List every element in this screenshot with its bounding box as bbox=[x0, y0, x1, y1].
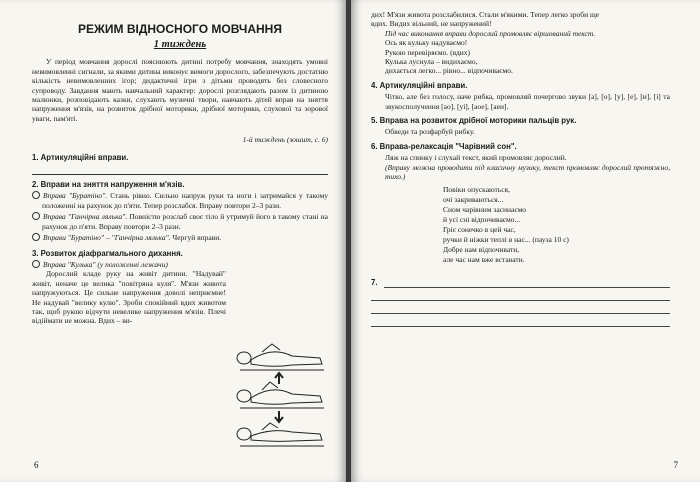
poem-line: очі закриваються... bbox=[443, 194, 504, 204]
poem-line: Добре нам відпочивати, bbox=[443, 244, 520, 254]
exercise-buratino: Вправа "Буратіно". Стань рівно. Сильно напруж руки та ноги і затримайся у такому положенні на рахунок до п'яти. Тепер розслабся. Вправу повтори 2–3 рази. bbox=[42, 191, 328, 210]
poem-line: ручки й ніжки теплі в нас... (пауза 10 с) bbox=[443, 234, 569, 244]
section-6-heading: 6. Вправа-релаксація "Чарівний сон". bbox=[371, 141, 517, 151]
poem-line: Гріє сонечко в цей час, bbox=[443, 224, 516, 234]
intro-paragraph: У період мовчання дорослі пояснюють дитині потребу мовчання, знаходять умовні невимовленні сигнали, за якими дитина виконує вимоги дорослого, забезпечують достатню кількість невимовленних ігор; дидактичні ігри з дітьми проводять без словесного супроводу. Завдання мають навчальний характер: дорослі розглядають разом із дитиною малюнки, розповідають казки, слухають музичні твори, навчають дітей вправ на зняття напруження м'язів, на розвиток дрібної моторики, дрібної моторики, слухової та зорової уваги, пам'яті. bbox=[32, 57, 328, 123]
page-title: РЕЖИМ ВІДНОСНОГО МОВЧАННЯ bbox=[78, 22, 282, 36]
right-page-content bbox=[371, 10, 670, 327]
verse-line: Рукою перевіряємо. (вдих) bbox=[385, 47, 471, 57]
answer-line bbox=[32, 164, 328, 175]
breathing-illustration bbox=[232, 338, 328, 450]
section-7-heading: 7. bbox=[371, 278, 378, 288]
week-heading: 1 тиждень bbox=[153, 39, 207, 50]
answer-line bbox=[371, 288, 670, 301]
section-6-note: (Вправу можна проводити під класичну музику, текст промовляє дорослий протяжно, тихо.) bbox=[385, 162, 670, 182]
relaxation-poem bbox=[443, 185, 670, 265]
circle-bullet-icon bbox=[32, 260, 40, 268]
verse-line: дихається легко... рівно... відпочиваємо. bbox=[385, 66, 513, 76]
poem-line: Повіки опускаються, bbox=[443, 184, 510, 194]
answer-line bbox=[384, 275, 670, 288]
verse-line: Кулька луснула – видихаємо, bbox=[385, 57, 478, 67]
section-2-heading: 2. Вправи на зняття напруження м'язів. bbox=[32, 180, 185, 190]
section-7-first-row bbox=[371, 275, 670, 288]
section-4-text: Чітко, але без голосу, наче рибка, промовляй почергово звуки [а], [о], [у], [е], [и], [і] та звукосполучення [ао], [уі], [аое], [аеи]. bbox=[385, 92, 670, 111]
poem-line: й усі сні відпочиваємо... bbox=[443, 214, 521, 224]
exercise-alternate: Вправи "Буратіно" – "Ганчірна лялька". Чергуй вправи. bbox=[42, 233, 328, 242]
section-6-text: Ляж на спинку і слухай текст, який промовляє дорослий. bbox=[385, 153, 567, 163]
exercise-rag-doll: Вправа "Ганчірна лялька". Повністю розслаб своє тіло й утримуй його в такому стані на рахунок до п'яти. Вправу повтори 2–3 рази. bbox=[42, 212, 328, 231]
left-page-content bbox=[32, 20, 328, 326]
answer-line bbox=[371, 301, 670, 314]
section-7-block bbox=[371, 275, 670, 327]
exercise-balloon-text: Дорослий кладе руку на живіт дитини. "Надувай" живіт, неначе це велика "повітряна куля". М'язи живота напружуються. Це сильне напруження доволі неприємне! Не надувай "велику кулю". Зроби спокійний вдих животом так, щоб рукою відчути невелике напруження м'язів. Плечі відіймати не можна. Вдих – ви- bbox=[32, 269, 226, 326]
page-number-right: 7 bbox=[673, 460, 678, 470]
circle-bullet-icon bbox=[32, 212, 40, 220]
poem-line: але час нам вже вставати. bbox=[443, 254, 525, 264]
exercise-balloon-title: Вправа "Кулька" (у положенні лежачи) bbox=[42, 260, 242, 269]
continued-text-line-2: вдих. Видих вільний, не напружений! bbox=[371, 19, 492, 29]
continued-text-line-1: дих! М'язи живота розслабилися. Стали м'якими. Тепер легко зроби ще bbox=[371, 10, 600, 19]
circle-bullet-icon bbox=[32, 233, 40, 241]
section-4-heading: 4. Артикуляційні вправи. bbox=[371, 80, 468, 90]
section-5-text: Обведи та розфарбуй рибку. bbox=[385, 127, 475, 137]
page-number-left: 6 bbox=[34, 460, 39, 470]
section-5-heading: 5. Вправа на розвиток дрібної моторики пальців рук. bbox=[371, 116, 577, 126]
verse-instruction: Під час виконання вправи дорослий промовляє віршований текст. bbox=[385, 28, 596, 38]
verse-line: Ось як кульку надуваємо! bbox=[385, 38, 468, 48]
section-1-heading: 1. Артикуляційні вправи. bbox=[32, 152, 129, 162]
right-page bbox=[351, 0, 700, 482]
answer-line bbox=[371, 314, 670, 327]
poem-line: Сном чарівним засинаємо bbox=[443, 204, 527, 214]
circle-bullet-icon bbox=[32, 191, 40, 199]
section-3-heading: 3. Розвиток діафрагмального дихання. bbox=[32, 248, 183, 258]
workbook-reference: 1-й тиждень (зошит, с. 6) bbox=[242, 135, 328, 145]
left-page bbox=[0, 0, 346, 482]
